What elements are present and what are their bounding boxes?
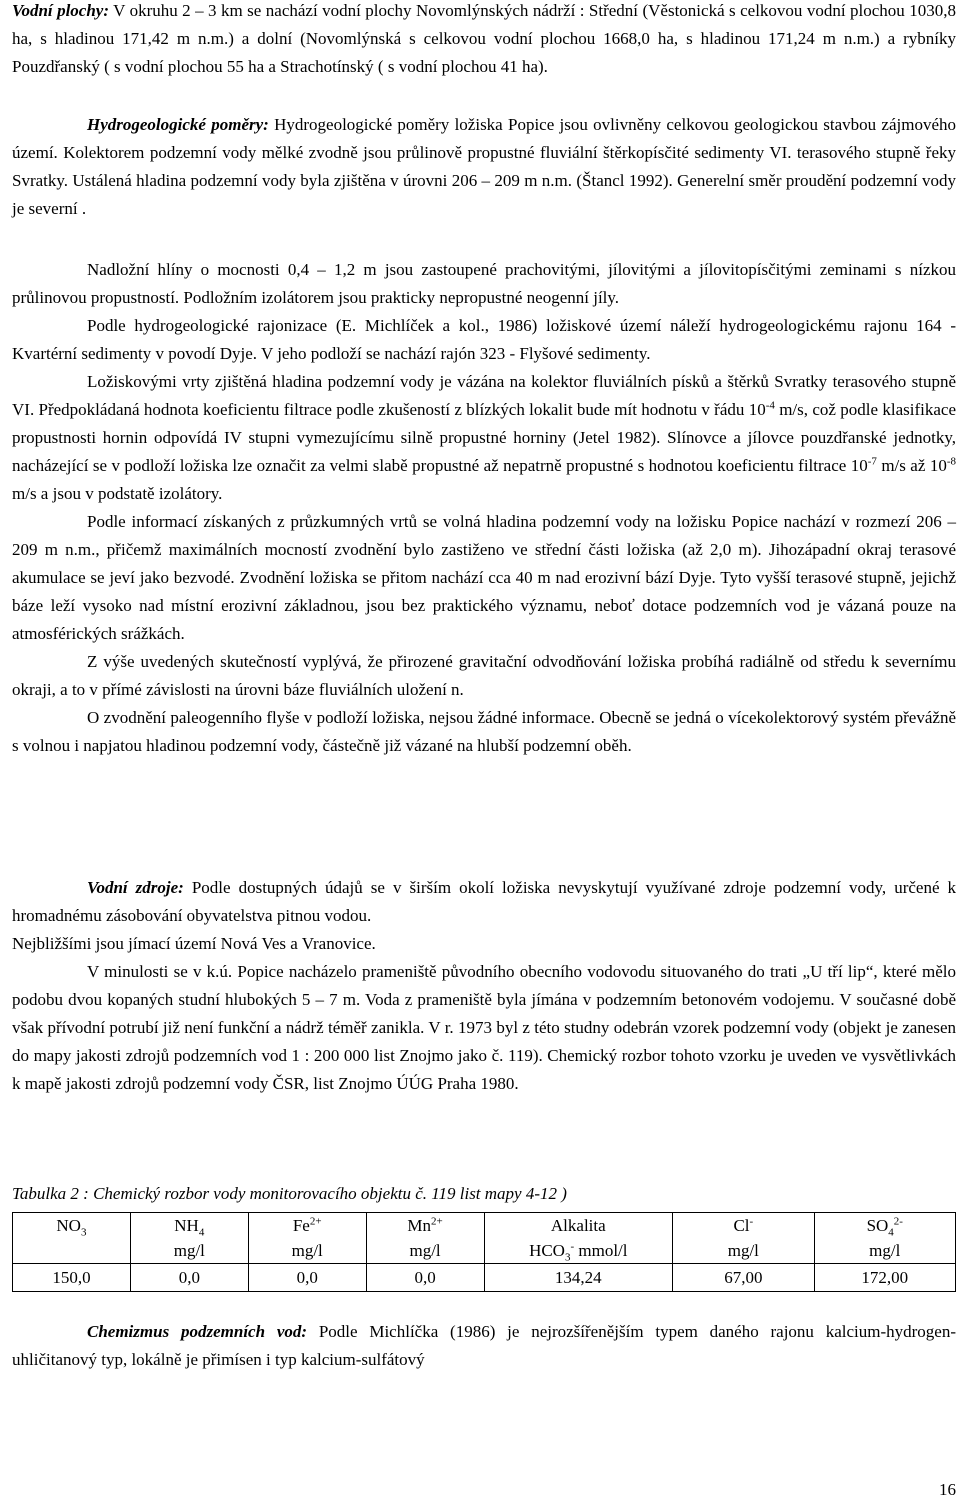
section-vodni-plochy (12, 0, 956, 81)
table-header-row (13, 1213, 956, 1264)
paragraph-odvodnovani: Z výše uvedených skutečností vyplývá, že přirozené gravitační odvodňování ložiska probíhá radiálně od středu k severnímu okraji, a to v přímé závislosti na úrovni báze fluviálních uložení n. (12, 652, 956, 699)
heading-vodni-plochy: Vodní plochy: (12, 1, 110, 20)
section-hydrogeologie (12, 111, 956, 223)
chemical-table (12, 1212, 956, 1292)
cell-cl: 67,00 (673, 1264, 814, 1292)
heading-vodni-zdroje: Vodní zdroje: (87, 878, 184, 897)
cell-fe: 0,0 (248, 1264, 366, 1292)
heading-hydrogeologie: Hydrogeologické poměry: (87, 115, 269, 134)
vodni-zdroje-text: Podle dostupných údajů se v širším okolí ložiska nevyskytují využívané zdroje podzemní vody, určené k hromadnému zásobování obyvatelstva pitnou vodou. (12, 878, 957, 925)
cell-nh4: 0,0 (130, 1264, 248, 1292)
paragraph-hladina: Podle informací získaných z průzkumných vrtů se volná hladina podzemní vody na ložisku Popice nachází v rozmezí 206 – 209 m n.m., přičemž maximálních mocností zvodnění bylo zastiženo ve střední části ložiska (až 2,0 m). Jihozápadní okraj terasové akumulace se jeví jako bezvodé. Zvodnění ložiska se přitom nachází cca 40 m nad erozivní bází Dyje. Tyto vyšší terasové stupně, jejichž báze leží vysoko nad místní erozivní základnou, jsou bez praktického významu, neboť dotace podzemních vod je vázaná pouze na atmosférických srážkách. (12, 512, 956, 643)
table-caption: Tabulka 2 : Chemický rozbor vody monitorovacího objektu č. 119 list mapy 4-12 ) (12, 1184, 567, 1203)
cell-no3: 150,0 (13, 1264, 131, 1292)
section-paragraphs (12, 256, 956, 760)
cell-so4: 172,00 (814, 1264, 955, 1292)
paragraph-pramenitse: V minulosti se v k.ú. Popice nacházelo prameniště původního obecního vodovodu situovaného do trati „U tří lip“, které mělo podobu dvou kopaných studní hlubokých 5 – 7 m. Voda z prameniště byla jímána v podzemním betonovém vodojemu. V současné době však přívodní potrubí již není funkční a nádrž téměř zanikla. V r. 1973 byl z této studny odebrán vzorek podzemní vody (objekt je zanesen do mapy jakosti zdrojů podzemních vod 1 : 200 000 list Znojmo jako č. 119). Chemický rozbor tohoto vzorku je uveden ve vysvětlivkách k mapě jakosti zdrojů podzemní vody ČSR, list Znojmo ÚÚG Praha 1980. (12, 962, 956, 1093)
header-mn: $Mn^{2+}$ mg/l (366, 1213, 484, 1264)
header-so4: $SO_4^{2-}$ mg/l (814, 1213, 955, 1264)
section-vodni-zdroje (12, 874, 956, 1098)
cell-mn: 0,0 (366, 1264, 484, 1292)
header-no3: $NO_3$ (13, 1213, 131, 1264)
section-chemizmus (12, 1318, 956, 1374)
cell-alkalita: 134,24 (484, 1264, 673, 1292)
header-cl: Cl- mg/l (673, 1213, 814, 1264)
paragraph-filtrace: Ložiskovými vrty zjištěná hladina podzemní vody je vázána na kolektor fluviálních písků a štěrků Svratky terasového stupně VI. Předpokládaná hodnota koeficientu filtrace podle zkušeností z blízkých lokalit bude mít hodnotu v řádu $10^{-4}$ m/s, což podle klasifikace propustnosti hornin odpovídá IV stupni vymezujícímu silně propustné horniny (Jetel 1982). Slínovce a jílovce pouzdřanské jednotky, nacházející se v podloží ložiska lze označit za velmi slabě propustné až nepatrně propustné s hodnotou koeficientu filtrace $10^{-7}$ m/s až $10^{-8}$ m/s a jsou v podstatě izolátory. (12, 372, 956, 503)
paragraph-flys: O zvodnění paleogenního flyše v podloží ložiska, nejsou žádné informace. Obecně se jedná o vícekolektorový systém převážně s volnou i napjatou hladinou podzemní vody, částečně již vázané na hlubší podzemní oběh. (12, 708, 956, 755)
chemizmus-text: Podle Michlíčka (1986) je nejrozšířenějším typem daného rajonu kalcium-hydrogen- uhličitanový typ, lokálně je přimísen i typ kalcium-sulfátový (12, 1322, 957, 1369)
paragraph-rajonizace: Podle hydrogeologické rajonizace (E. Michlíček a kol., 1986) ložiskové území náleží hydrogeologickému rajonu 164 - Kvartérní sedimenty v povodí Dyje. V jeho podloží se nachází rajón 323 - Flyšové sedimenty. (12, 316, 956, 363)
header-alkalita: Alkalita $HCO_3^-$ mmol/l (484, 1213, 673, 1264)
vodni-zdroje-line: Nejbližšími jsou jímací území Nová Ves a Vranovice. (12, 934, 376, 953)
paragraph-nadlozni: Nadložní hlíny o mocnosti 0,4 – 1,2 m jsou zastoupené prachovitými, jílovitými a jílovitopísčitými zeminami s nízkou průlinovou propustností. Podložním izolátorem jsou prakticky nepropustné neogenní jíly. (12, 260, 956, 307)
page-number: 16 (939, 1480, 956, 1499)
header-nh4: $NH_4$ mg/l (130, 1213, 248, 1264)
heading-chemizmus: Chemizmus podzemních vod: (87, 1322, 308, 1341)
table-row (13, 1264, 956, 1292)
header-fe: $Fe^{2+}$ mg/l (248, 1213, 366, 1264)
vodni-plochy-text: V okruhu 2 – 3 km se nachází vodní plochy Novomlýnských nádrží : Střední (Věstonická s celkovou vodní plochou 1030,8 ha, s hladinou 171,42 m n.m.) a dolní (Novomlýnská s celkovou vodní plochou 1668,0 ha, s hladinou 171,24 m n.m.) a rybníky Pouzdřanský ( s vodní plochou 55 ha a Strachotínský ( s vodní plochou 41 ha). (12, 1, 957, 76)
hydrogeologie-text: Hydrogeologické poměry ložiska Popice jsou ovlivněny celkovou geologickou stavbou zájmového území. Kolektorem podzemní vody mělké zvodně jsou průlinově propustné fluviální štěrkopísčité sedimenty VI. terasového stupně řeky Svratky. Ustálená hladina podzemní vody byla zjištěna v úrovni 206 – 209 m n.m. (Štancl 1992). Generelní směr proudění podzemní vody je severní . (12, 115, 956, 218)
